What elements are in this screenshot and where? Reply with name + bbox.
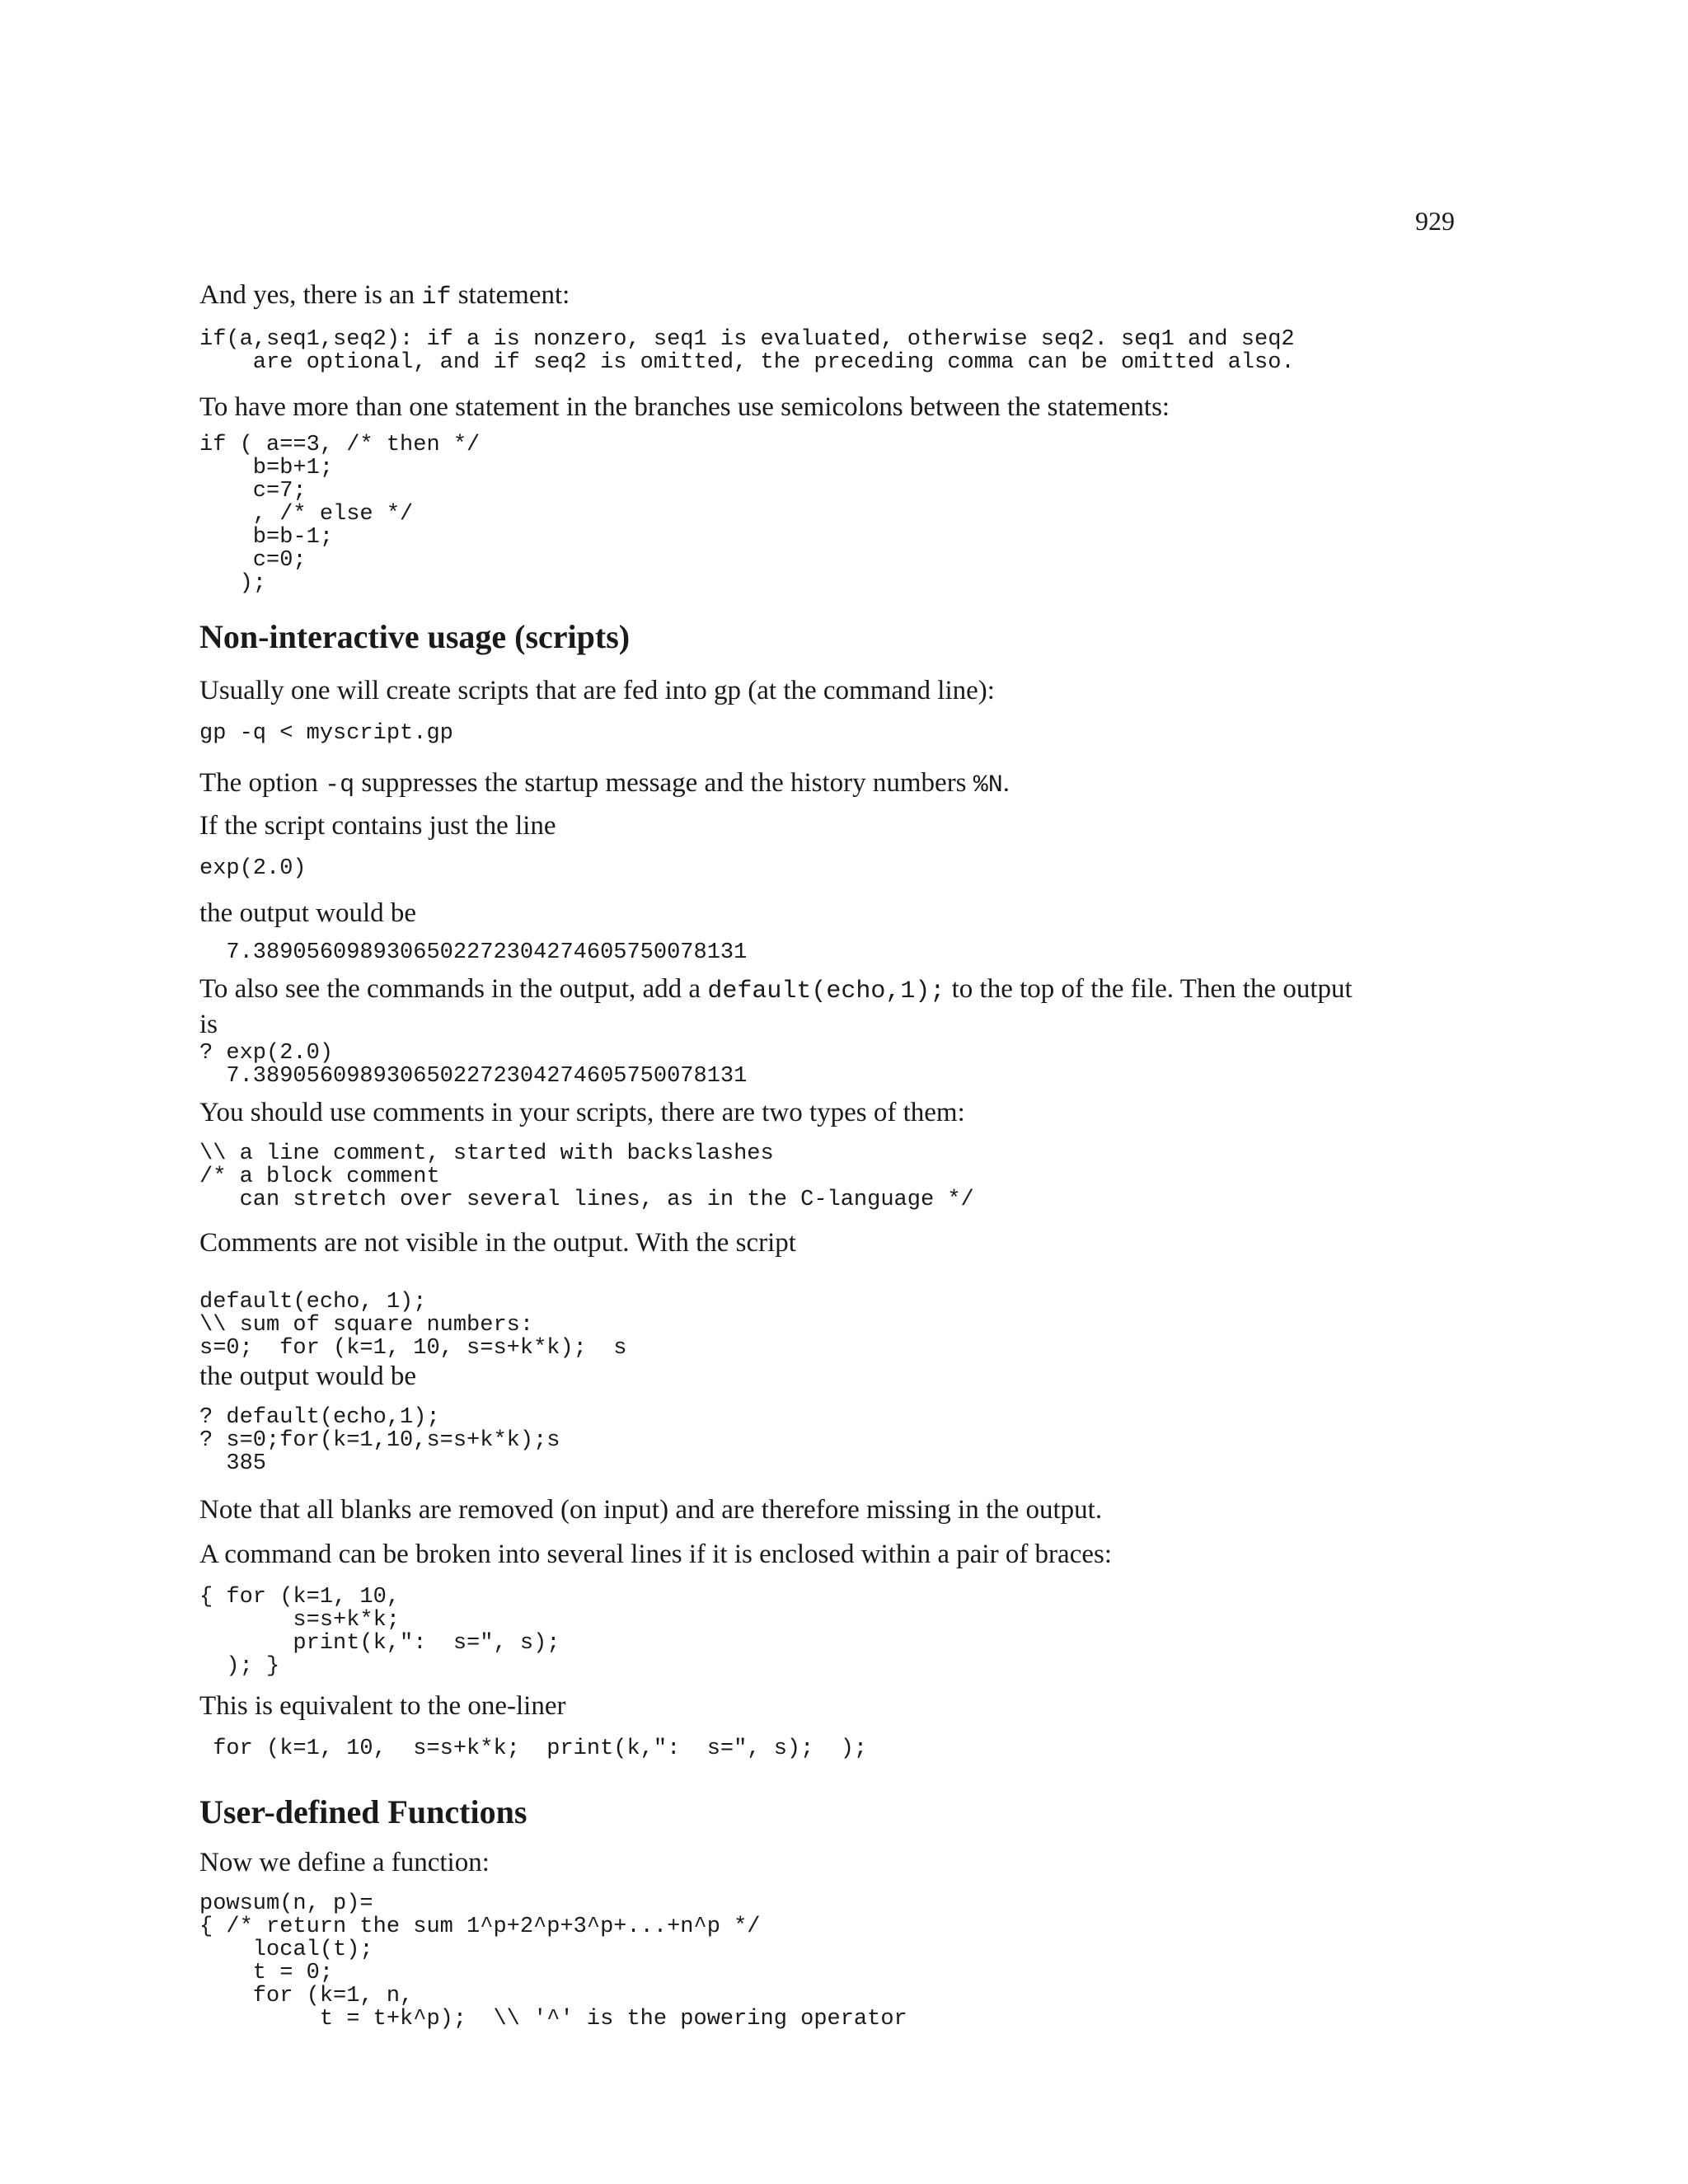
history-n-code: %N [973,771,1003,799]
branches-paragraph: To have more than one statement in the branches use semicolons between the statements: [199,392,1170,422]
scripts-heading: Non-interactive usage (scripts) [199,618,631,655]
script-output-code: ? default(echo,1); ? s=0;for(k=1,10,s=s+k*k);s 385 [199,1405,560,1476]
echo-paragraph [199,972,1353,1041]
if-intro-text-before: And yes, there is an [199,280,422,310]
not-visible-paragraph: Comments are not visible in the output. With the script [199,1228,796,1258]
echo-output-code: ? exp(2.0) 7.3890560989306502272304274605750078131 [199,1041,748,1089]
script-code: default(echo, 1); \\ sum of square numbers: s=0; for (k=1, 10, s=s+k*k); s [199,1290,627,1361]
output-paragraph-1: the output would be [199,898,417,928]
if-syntax-code: if(a,seq1,seq2): if a is nonzero, seq1 is evaluated, otherwise seq2. seq1 and seq2 are optional, and if seq2 is omitted, the preceding comma can be omitted also. [199,327,1295,375]
option-text-before: The option [199,768,326,798]
option-text-after: . [1002,768,1010,798]
output-paragraph-2: the output would be [199,1361,417,1391]
page-number: 929 [1415,206,1455,236]
equivalent-paragraph: This is equivalent to the one-liner [199,1691,566,1721]
braces-paragraph: A command can be broken into several lines if it is enclosed within a pair of braces: [199,1540,1112,1569]
if-example-code: if ( a==3, /* then */ b=b+1; c=7; , /* else */ b=b-1; c=0; ); [199,433,481,596]
exp-output-code: 7.3890560989306502272304274605750078131 [199,940,748,965]
functions-heading: User-defined Functions [199,1793,528,1830]
echo-text-after: to the top of the file. Then the output is [199,974,1353,1039]
echo-text-before: To also see the commands in the output, add a [199,974,708,1004]
blanks-paragraph: Note that all blanks are removed (on input) and are therefore missing in the output. [199,1495,1103,1525]
scripts-paragraph: Usually one will create scripts that are fed into gp (at the command line): [199,676,995,705]
exp-code: exp(2.0) [199,856,307,881]
comments-code: \\ a line comment, started with backslashes /* a block comment can stretch over several lines, as in the C-language */ [199,1141,974,1212]
if-intro-text-after: statement: [451,280,570,310]
define-paragraph: Now we define a function: [199,1848,490,1877]
braces-code: { for (k=1, 10, s=s+k*k; print(k,": s=", s); ); } [199,1585,560,1679]
echo-default-code: default(echo,1); [707,977,945,1005]
contains-paragraph: If the script contains just the line [199,811,556,841]
if-intro-paragraph [199,279,570,314]
option-paragraph [199,766,1010,802]
option-text-middle: suppresses the startup message and the history numbers [354,768,973,798]
gp-command-code: gp -q < myscript.gp [199,721,453,746]
option-q-code: -q [325,771,355,799]
powsum-code: powsum(n, p)= { /* return the sum 1^p+2^p+3^p+...+n^p */ local(t); t = 0; for (k=1, n, t = t+k^p); \\ '^' is the powering operator [199,1891,907,2032]
comments-paragraph: You should use comments in your scripts, there are two types of them: [199,1098,965,1127]
if-keyword: if [421,284,452,312]
oneliner-code: for (k=1, 10, s=s+k*k; print(k,": s=", s); ); [199,1736,868,1761]
